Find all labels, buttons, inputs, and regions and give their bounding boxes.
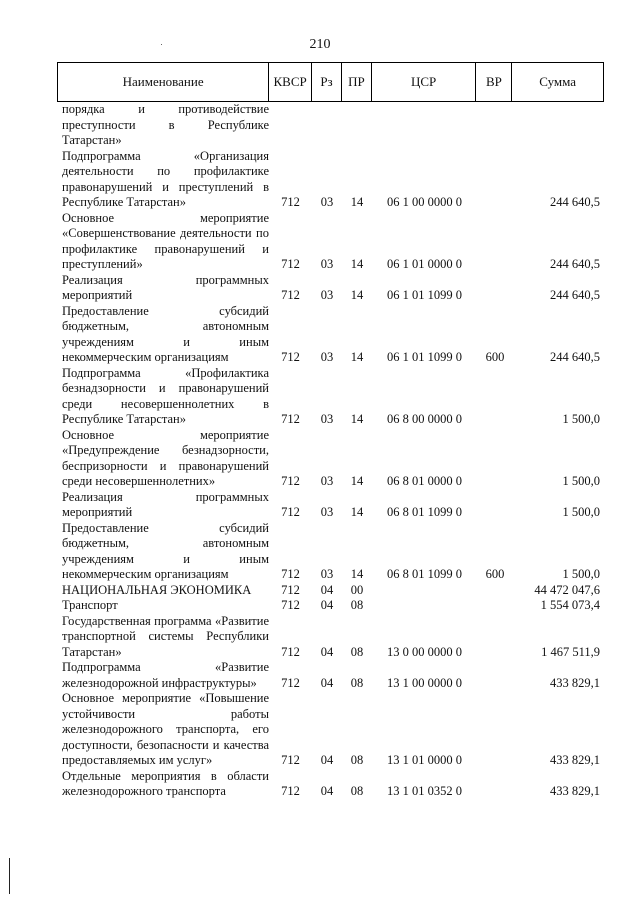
row-sum: 1 554 073,4 [540, 598, 600, 612]
row-rz: 03 [320, 350, 334, 364]
row-csr: 06 8 00 0000 0 [387, 412, 462, 426]
row-name: Основное мероприятие «Предупреждение безнадзорности, беспризорности и правонарушений среди несовершеннолетних» [62, 427, 269, 488]
row-vr: 600 [485, 567, 505, 581]
row-name: Предоставление субсидий бюджетным, автономным учреждениям и иным некоммерческим организациям [62, 303, 269, 364]
row-pr: 08 [350, 753, 364, 767]
row-rz: 03 [320, 474, 334, 488]
row-pr: 14 [350, 288, 364, 302]
row-rz: 03 [320, 288, 334, 302]
header-sum: Сумма [539, 74, 577, 89]
row-kvsr: 712 [281, 675, 300, 690]
row-kvsr: 712 [281, 582, 300, 597]
row-pr: 14 [350, 567, 364, 581]
row-rz: 03 [320, 412, 334, 426]
table-row [57, 521, 604, 583]
table-row [57, 769, 604, 800]
row-name: Основное мероприятие «Совершенствование деятельности по профилактике правонарушений и преступлений» [62, 210, 269, 271]
row-name: Отдельные мероприятия в области железнодорожного транспорта [62, 768, 269, 798]
row-kvsr: 712 [281, 598, 300, 612]
row-kvsr: 712 [281, 644, 300, 659]
table-row [57, 366, 604, 428]
row-rz: 04 [320, 753, 334, 767]
row-name: порядка и противодействие преступности в Республике Татарстан» [62, 102, 269, 147]
row-name: Государственная программа «Развитие транспортной системы Республики Татарстан» [62, 613, 269, 659]
header-kvsr: КВСР [269, 63, 312, 101]
row-pr: 14 [350, 350, 364, 364]
row-kvsr: 712 [281, 753, 300, 767]
row-name: Реализация программных мероприятий [62, 489, 269, 519]
table-row [57, 149, 604, 211]
row-sum: 244 640,5 [550, 288, 600, 302]
row-pr: 14 [350, 505, 364, 519]
row-pr: 14 [350, 195, 364, 209]
row-csr: 13 1 00 0000 0 [387, 675, 462, 690]
table-row [57, 211, 604, 273]
table-row [57, 102, 604, 149]
row-pr: 08 [350, 784, 364, 798]
scan-mark [161, 44, 162, 45]
row-csr: 06 8 01 1099 0 [387, 505, 462, 519]
row-kvsr: 712 [281, 350, 300, 364]
row-csr: 06 1 01 1099 0 [387, 288, 462, 302]
table-row [57, 614, 604, 661]
row-csr: 06 1 00 0000 0 [387, 195, 462, 209]
row-sum: 1 500,0 [562, 505, 600, 519]
row-kvsr: 712 [281, 784, 300, 798]
row-kvsr: 712 [281, 195, 300, 209]
row-pr: 08 [350, 675, 364, 690]
header-pr: ПР [342, 63, 372, 101]
row-sum: 433 829,1 [550, 753, 600, 767]
table-row [57, 490, 604, 521]
row-csr: 13 0 00 0000 0 [387, 644, 462, 659]
table-header [57, 62, 604, 102]
row-kvsr: 712 [281, 474, 300, 488]
row-name: Транспорт [62, 598, 118, 612]
table-row [57, 660, 604, 691]
row-csr: 13 1 01 0352 0 [387, 784, 462, 798]
row-sum: 1 467 511,9 [541, 644, 600, 659]
row-pr: 14 [350, 412, 364, 426]
scan-margin-line [9, 858, 10, 894]
row-pr: 08 [350, 644, 364, 659]
row-rz: 03 [320, 257, 334, 271]
row-pr: 14 [350, 257, 364, 271]
row-name: Подпрограмма «Организация деятельности по профилактике правонарушений и преступлений в Республике Татарстан» [62, 148, 269, 209]
row-csr: 06 1 01 0000 0 [387, 257, 462, 271]
row-rz: 03 [320, 195, 334, 209]
row-name: Реализация программных мероприятий [62, 272, 269, 302]
row-rz: 04 [320, 675, 334, 690]
table-row [57, 428, 604, 490]
row-pr: 08 [350, 598, 364, 612]
row-sum: 1 500,0 [562, 474, 600, 488]
table-row [57, 273, 604, 304]
table-row [57, 304, 604, 366]
row-rz: 04 [320, 784, 334, 798]
row-csr: 06 8 01 1099 0 [387, 567, 462, 581]
row-pr: 14 [350, 474, 364, 488]
row-name: Подпрограмма «Профилактика безнадзорности и правонарушений среди несовершеннолетних в Республике Татарстан» [62, 365, 269, 426]
row-name: НАЦИОНАЛЬНАЯ ЭКОНОМИКА [62, 582, 252, 597]
row-sum: 244 640,5 [550, 195, 600, 209]
table-row [57, 691, 604, 769]
header-csr: ЦСР [372, 63, 477, 101]
row-kvsr: 712 [281, 288, 300, 302]
row-kvsr: 712 [281, 567, 300, 581]
row-sum: 433 829,1 [550, 675, 600, 690]
row-csr: 06 1 01 1099 0 [387, 350, 462, 364]
row-vr: 600 [485, 350, 505, 364]
row-sum: 244 640,5 [550, 257, 600, 271]
header-rz: Рз [312, 63, 342, 101]
row-rz: 04 [320, 598, 334, 612]
row-rz: 03 [320, 567, 334, 581]
page-number: 210 [309, 37, 331, 52]
row-rz: 04 [320, 582, 334, 597]
row-csr: 13 1 01 0000 0 [387, 753, 462, 767]
row-sum: 1 500,0 [562, 567, 600, 581]
row-sum: 433 829,1 [550, 784, 600, 798]
row-kvsr: 712 [281, 412, 300, 426]
row-name: Подпрограмма «Развитие железнодорожной инфраструктуры» [62, 660, 269, 690]
row-kvsr: 712 [281, 257, 300, 271]
header-vr: ВР [476, 63, 512, 101]
table-row [57, 583, 604, 599]
row-kvsr: 712 [281, 505, 300, 519]
row-sum: 244 640,5 [550, 350, 600, 364]
row-rz: 04 [320, 644, 334, 659]
row-pr: 00 [350, 582, 364, 597]
row-sum: 44 472 047,6 [534, 582, 600, 597]
row-csr: 06 8 01 0000 0 [387, 474, 462, 488]
table-row [57, 598, 604, 614]
header-name: Наименование [58, 63, 269, 101]
row-sum: 1 500,0 [562, 412, 600, 426]
table-body [57, 102, 604, 800]
row-name: Основное мероприятие «Повышение устойчивости работы железнодорожного транспорта, его доступности, безопасности и качества предоставляемых им услуг» [62, 691, 269, 767]
row-name: Предоставление субсидий бюджетным, автономным учреждениям и иным некоммерческим организациям [62, 520, 269, 581]
row-rz: 03 [320, 505, 334, 519]
